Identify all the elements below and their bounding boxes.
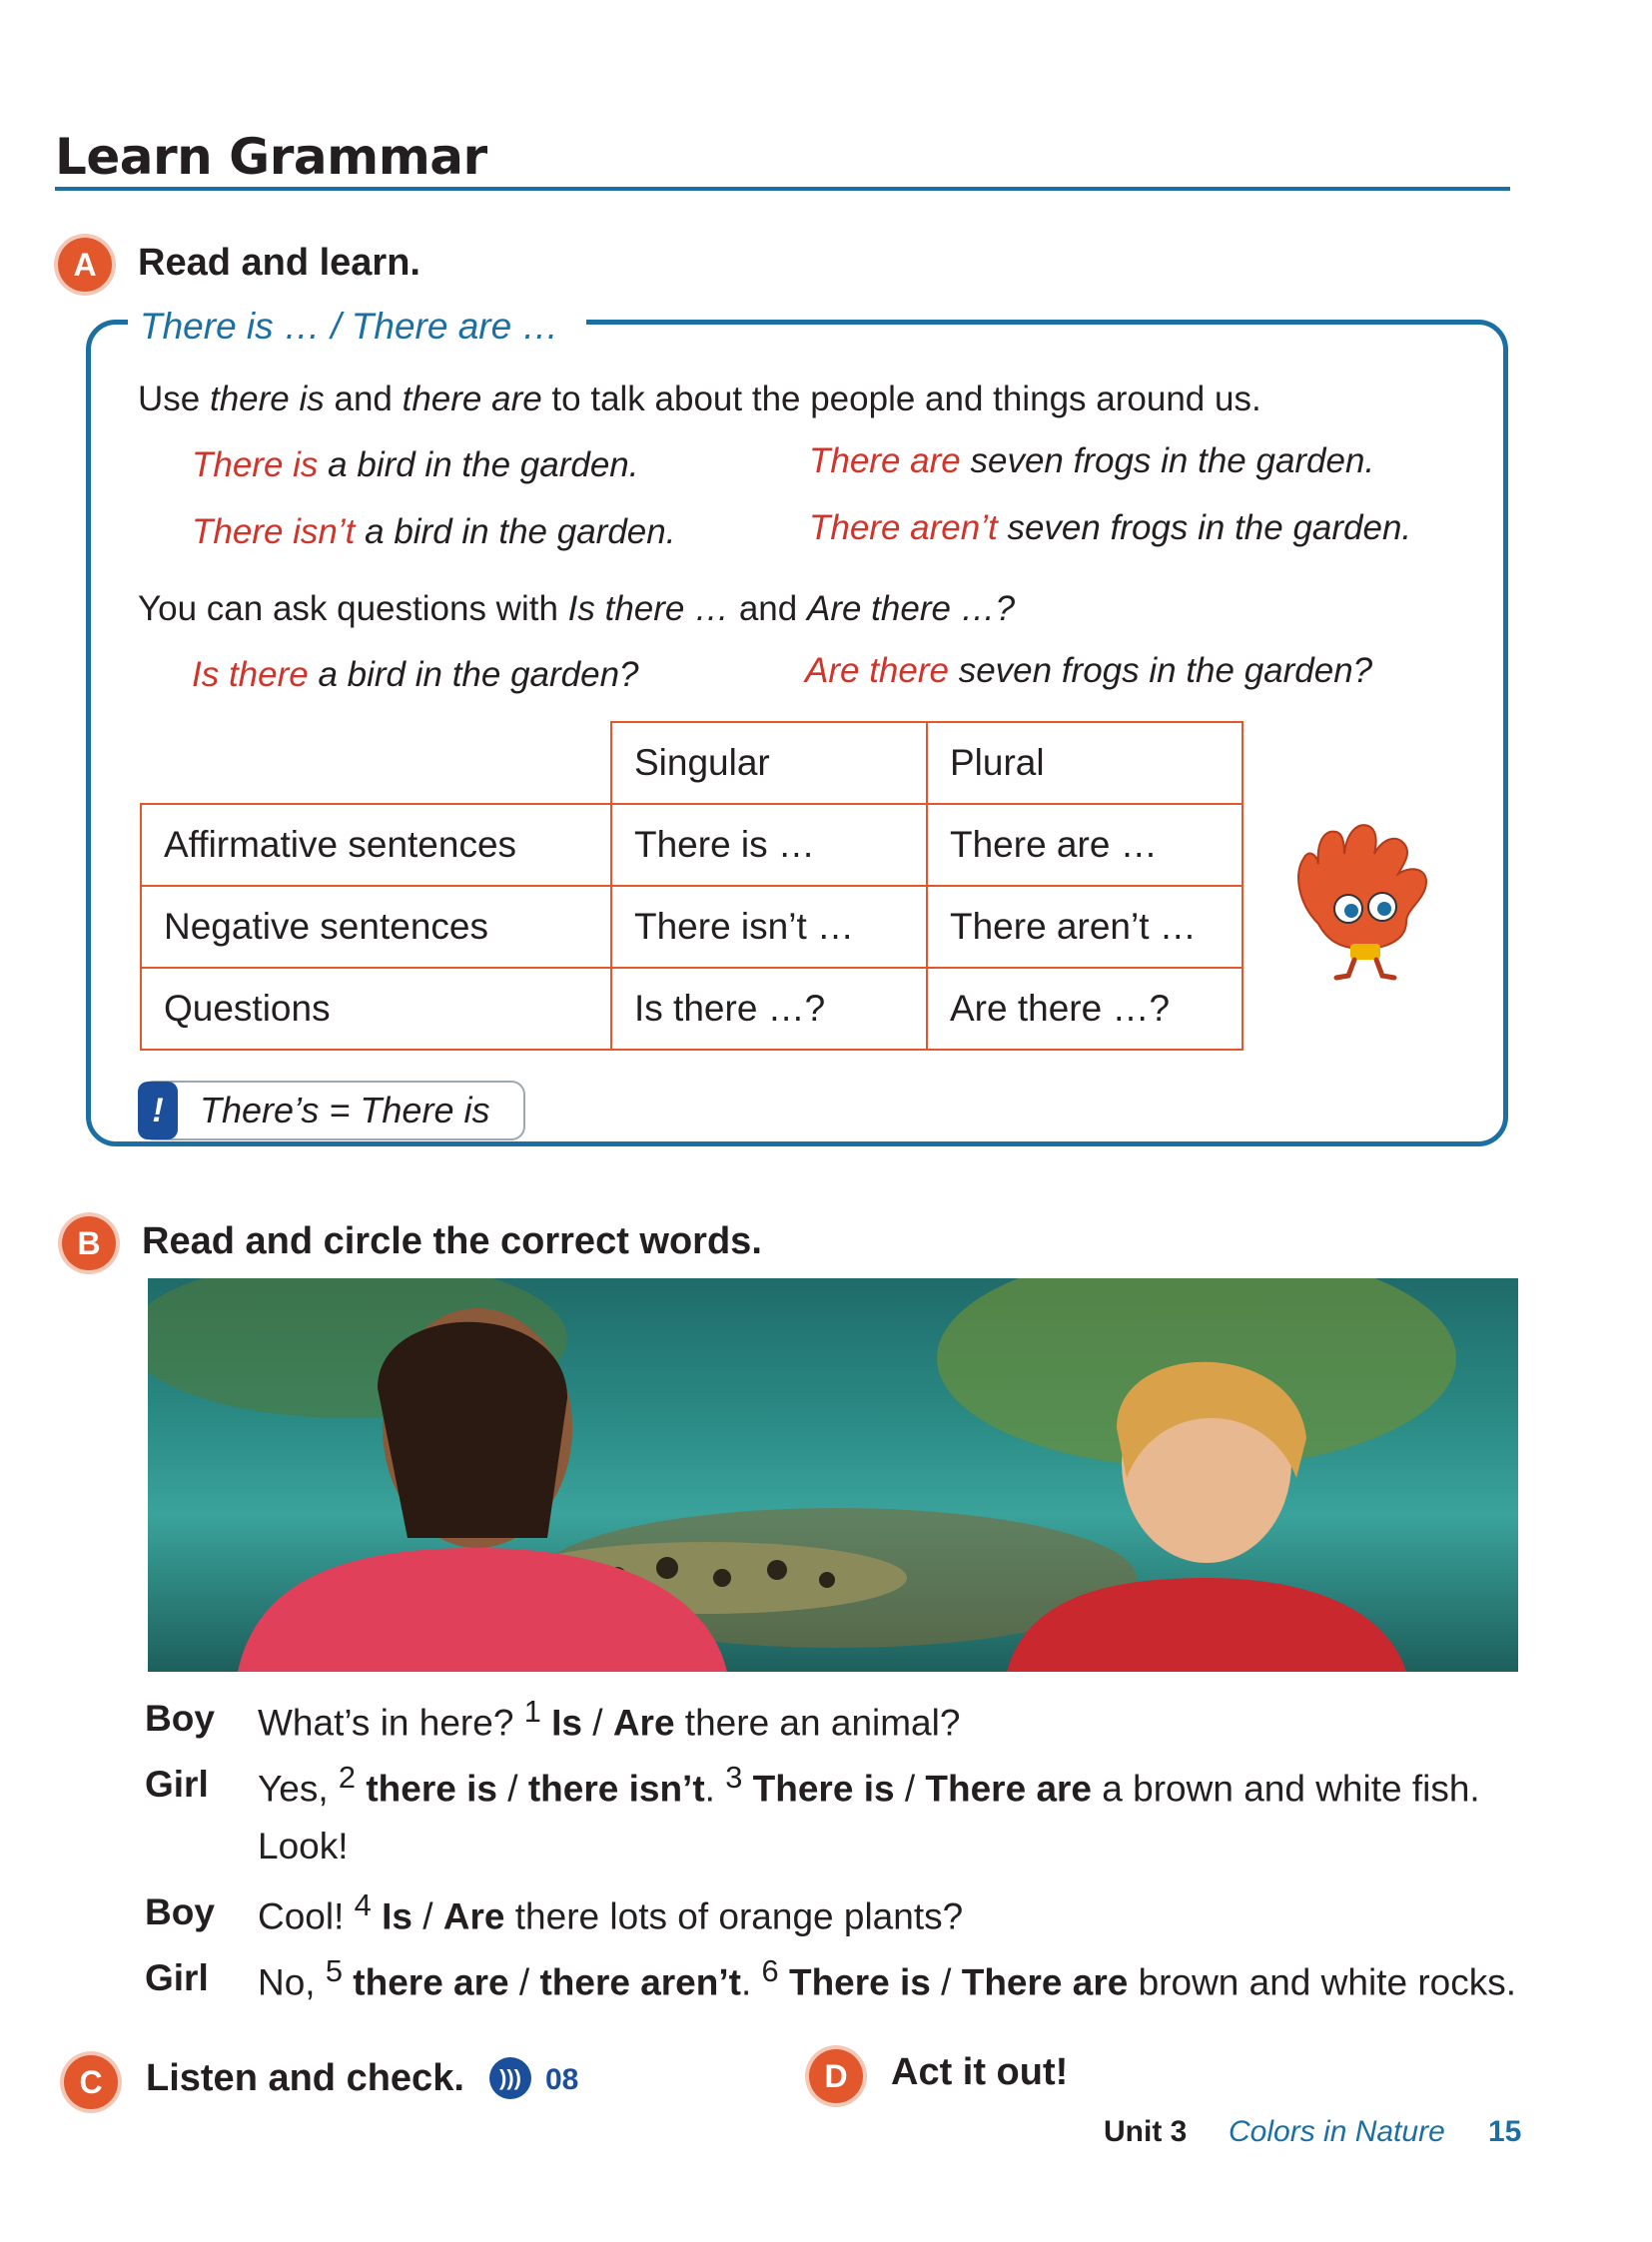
table-cell-singular: There is … (611, 804, 927, 886)
dialog-line: No, $^5$ there are / there aren’t. $^6$ There is / There are brown and white rocks. (258, 1953, 1516, 2003)
dialog-line: Cool! $^4$ Is / Are there lots of orange plants? (258, 1887, 964, 1937)
section-a-badge: A (58, 238, 112, 292)
example-is-there: Is there a bird in the garden? (192, 655, 639, 694)
intro-text: Use there is and there are to talk about the people and things around us. (138, 379, 1261, 418)
table-cell-singular: There isn’t … (611, 886, 927, 968)
table-header-singular: Singular (611, 722, 927, 804)
dialog-speaker: Girl (145, 1957, 209, 1998)
example-there-isnt: There isn’t a bird in the garden. (192, 512, 676, 551)
dialog-speaker: Girl (145, 1764, 209, 1805)
dialog-speaker: Boy (145, 1891, 215, 1932)
section-b-title: Read and circle the correct words. (142, 1220, 762, 1262)
section-c-title: Listen and check. (146, 2057, 464, 2099)
table-row-label: Questions (141, 968, 611, 1050)
aquarium-scene-illustration (148, 1278, 1518, 1672)
section-c-badge: C (64, 2055, 118, 2109)
audio-track-number: 08 (545, 2063, 579, 2096)
exclamation-icon: ! (138, 1082, 178, 1139)
page-title: Learn Grammar (55, 128, 487, 186)
coral-mascot-icon (1278, 804, 1448, 984)
example-there-are: There are seven frogs in the garden. (809, 441, 1375, 480)
table-row (141, 804, 1242, 886)
title-rule (55, 187, 1510, 191)
contraction-note-text: There’s = There is (200, 1090, 490, 1130)
example-there-arent: There aren’t seven frogs in the garden. (809, 508, 1412, 547)
table-corner (141, 722, 611, 804)
section-a-title: Read and learn. (138, 242, 420, 284)
section-d-badge: D (809, 2049, 863, 2103)
aquarium-photo (148, 1278, 1518, 1672)
grammar-box-label: There is … / There are … (128, 306, 586, 348)
section-b-badge: B (62, 1216, 116, 1270)
table-cell-plural: Are there …? (927, 968, 1242, 1050)
table-cell-plural: There are … (927, 804, 1242, 886)
table-row (141, 968, 1242, 1050)
page-number: 15 (1488, 2115, 1522, 2148)
table-header-row (141, 722, 1242, 804)
dialog-line: Yes, $^2$ there is / there isn’t. $^3$ There is / There are a brown and white fish. (258, 1760, 1480, 1810)
table-row-label: Negative sentences (141, 886, 611, 968)
table-row-label: Affirmative sentences (141, 804, 611, 886)
audio-icon[interactable]: ))) (489, 2057, 531, 2099)
dialog-line: Look! (258, 1826, 349, 1867)
table-header-plural: Plural (927, 722, 1242, 804)
table-cell-singular: Is there …? (611, 968, 927, 1050)
footer-unit: Unit 3 (1104, 2115, 1188, 2148)
section-d-title: Act it out! (891, 2051, 1069, 2093)
table-row (141, 886, 1242, 968)
question-intro: You can ask questions with Is there … and Are there …? (138, 589, 1016, 628)
example-are-there: Are there seven frogs in the garden? (805, 651, 1373, 690)
example-there-is: There is a bird in the garden. (192, 445, 639, 484)
contraction-note (140, 1081, 525, 1140)
dialog-speaker: Boy (145, 1698, 215, 1739)
footer-unit-title: Colors in Nature (1229, 2115, 1445, 2148)
table-cell-plural: There aren’t … (927, 886, 1242, 968)
grammar-table (140, 721, 1243, 1051)
dialog-line: What’s in here? $^1$ Is / Are there an animal? (258, 1694, 961, 1744)
